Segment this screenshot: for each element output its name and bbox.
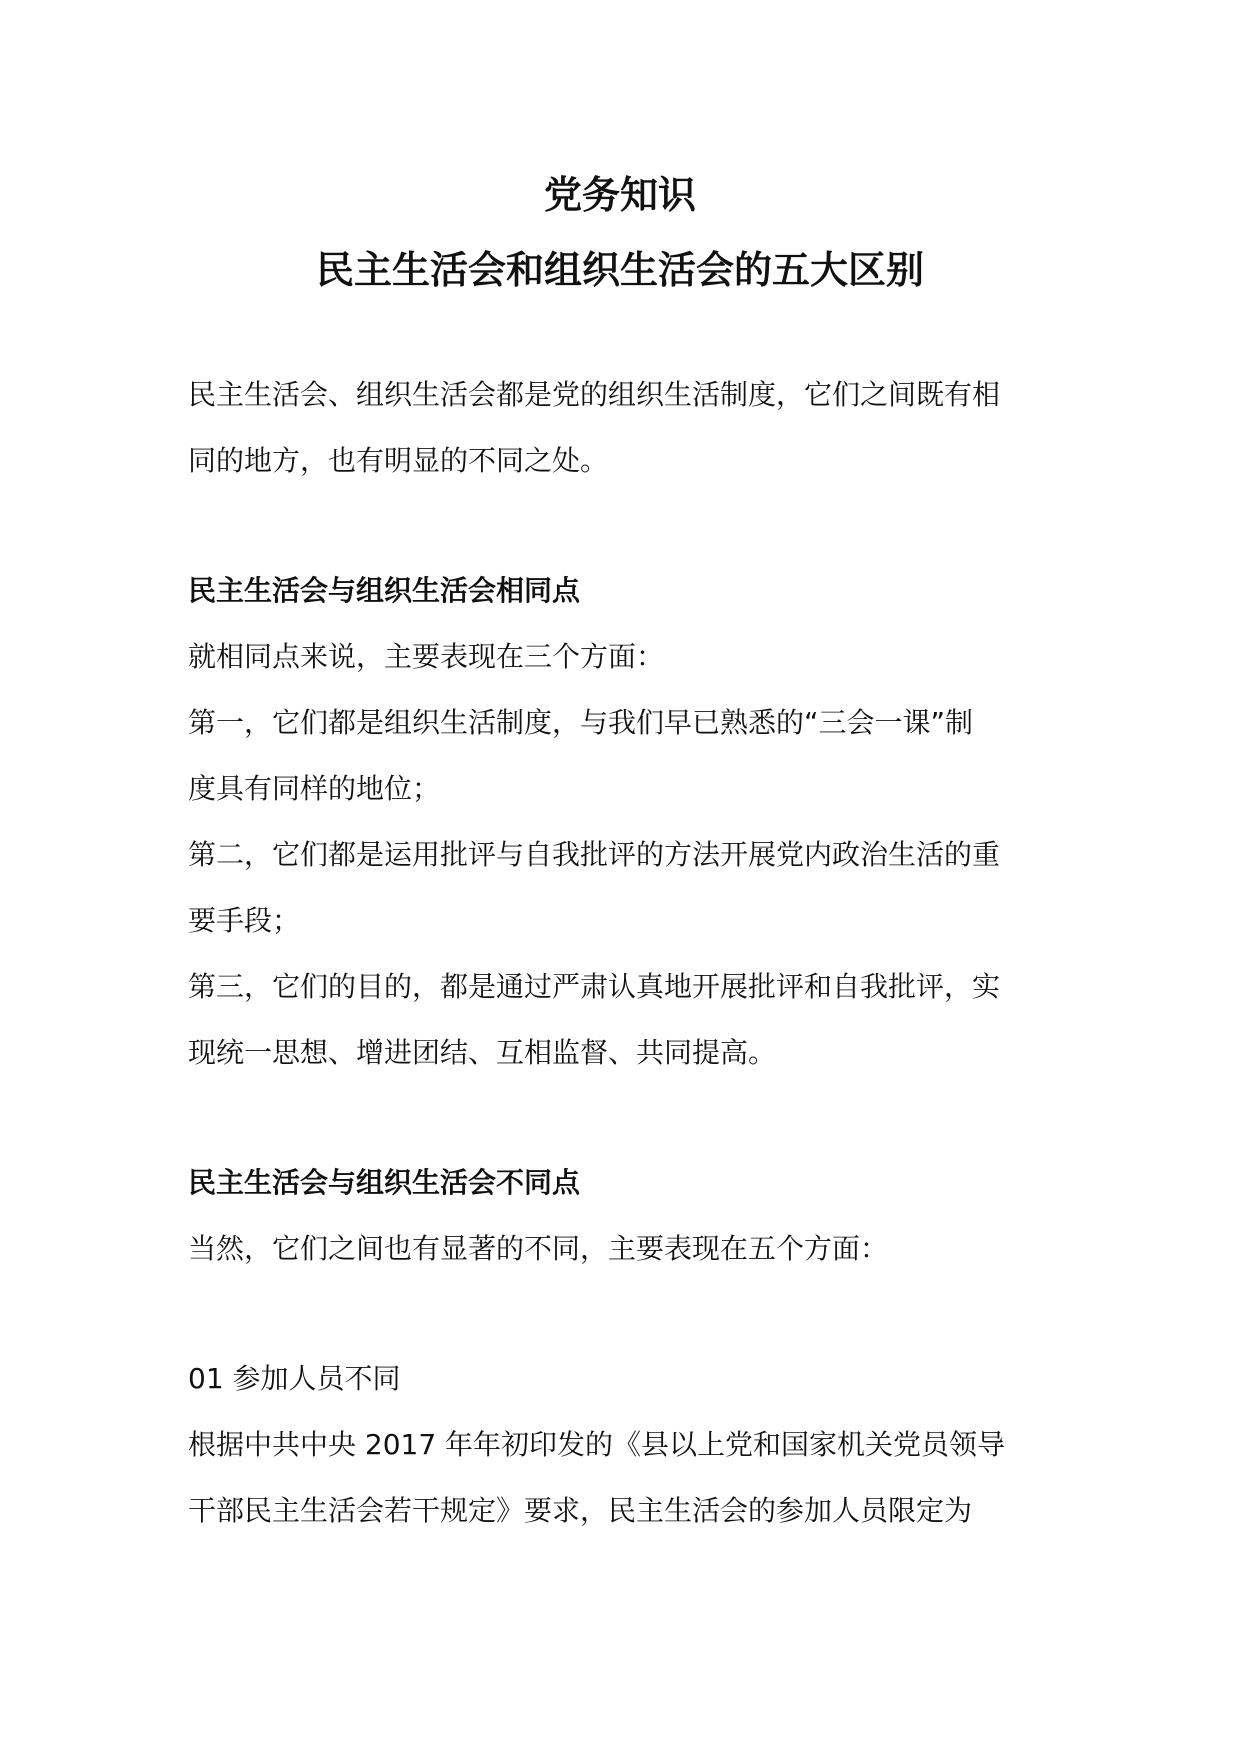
document-title-line-1: 党务知识 — [543, 173, 696, 217]
section-same-line-7: 现统一思想、增进团结、互相监督、共同提高。 — [188, 1036, 777, 1069]
section-diff-line-1: 当然，它们之间也有显著的不同，主要表现在五个方面： — [188, 1232, 889, 1265]
intro-line-2: 同的地方，也有明显的不同之处。 — [188, 444, 609, 477]
intro-line-1: 民主生活会、组织生活会都是党的组织生活制度，它们之间既有相 — [188, 378, 1001, 411]
section-same-line-6: 第三，它们的目的，都是通过严肃认真地开展批评和自我批评，实 — [188, 970, 1001, 1003]
section-same-line-4: 第二，它们都是运用批评与自我批评的方法开展党内政治生活的重 — [188, 838, 1001, 871]
point-01-heading: 01 参加人员不同 — [188, 1362, 401, 1395]
document-title-line-2: 民主生活会和组织生活会的五大区别 — [315, 248, 924, 292]
section-same-line-2: 第一，它们都是组织生活制度，与我们早已熟悉的“三会一课”制 — [188, 706, 974, 739]
section-same-line-5: 要手段； — [188, 904, 301, 937]
section-same-heading: 民主生活会与组织生活会相同点 — [188, 574, 581, 607]
section-same-line-3: 度具有同样的地位； — [188, 772, 441, 805]
point-01-line-2: 干部民主生活会若干规定》要求，民主生活会的参加人员限定为 — [188, 1494, 973, 1527]
point-01-line-1: 根据中共中央 2017 年年初印发的《县以上党和国家机关党员领导 — [188, 1428, 1006, 1461]
section-same-line-1: 就相同点来说，主要表现在三个方面： — [188, 640, 665, 673]
section-diff-heading: 民主生活会与组织生活会不同点 — [188, 1166, 581, 1199]
